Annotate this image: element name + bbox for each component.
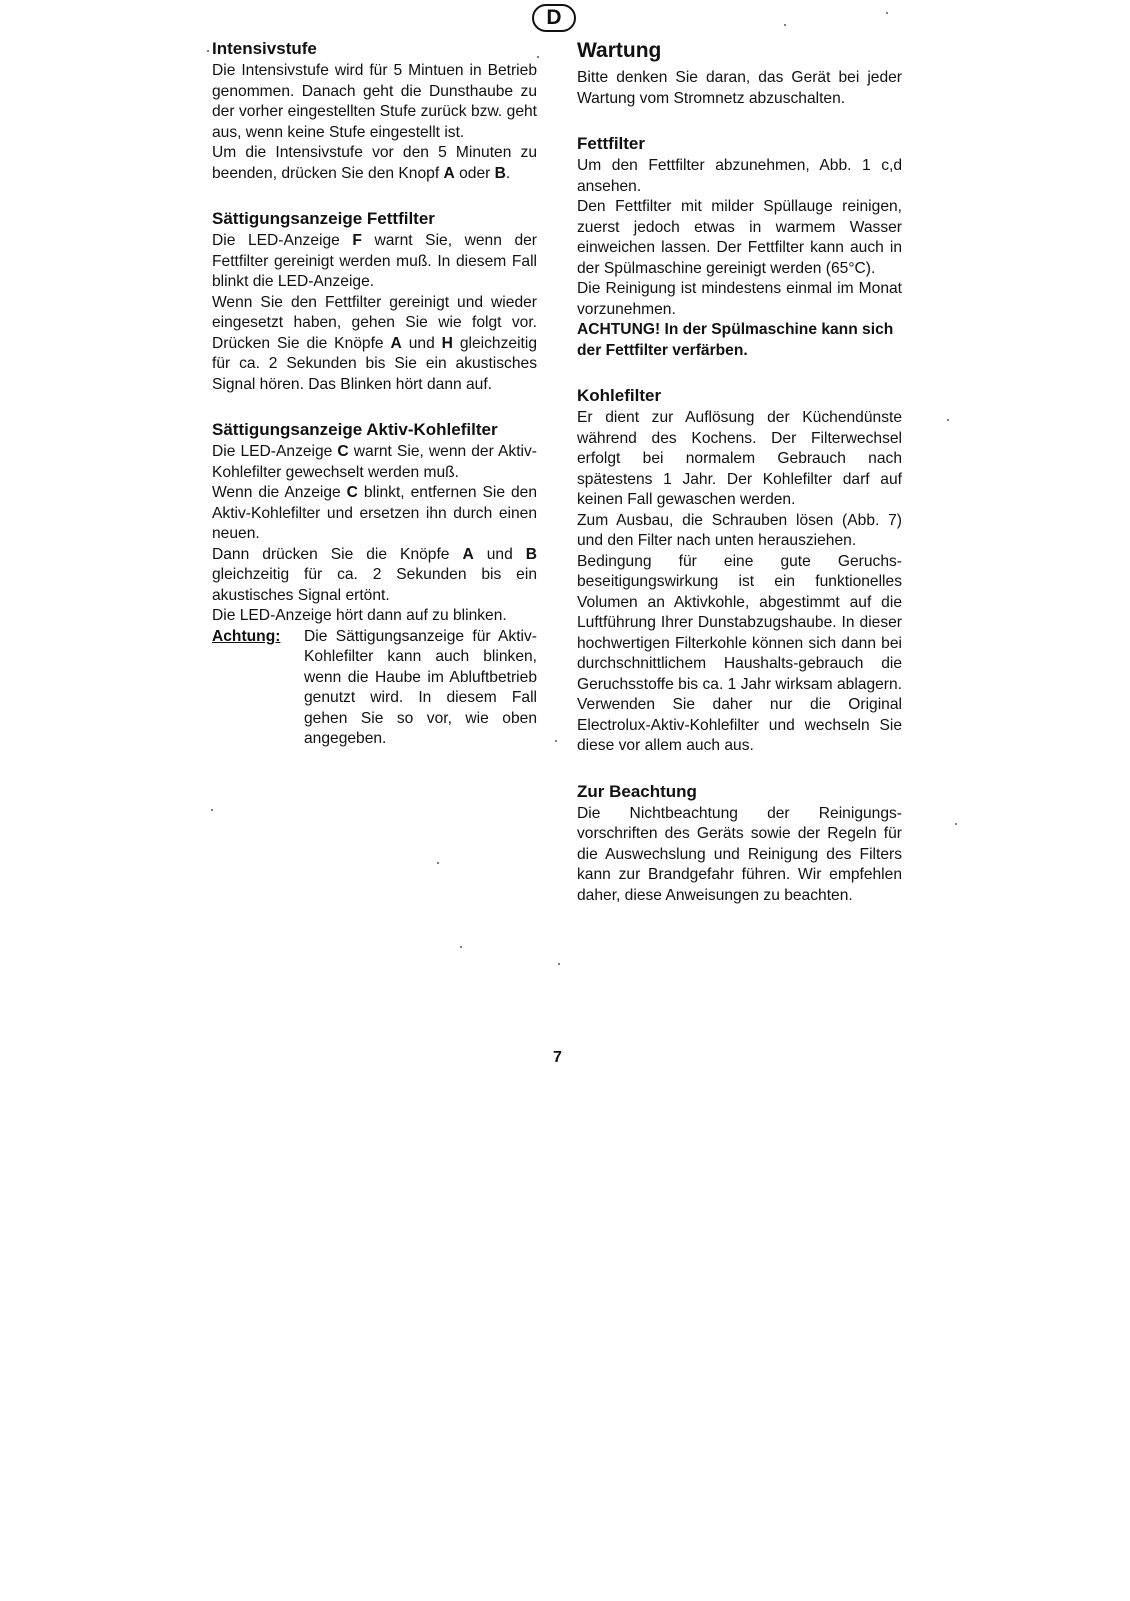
paragraph: Er dient zur Auflösung der Küchendünste während des Kochens. Der Filterwechsel erfolgt bei normalem Gebrauch nach spätestens 1 Jahr. Der Kohlefilter darf auf keinen Fall gewaschen werden. [577, 409, 902, 508]
page-number: 7 [553, 1049, 562, 1066]
paragraph: Die LED-Anzeige hört dann auf zu blinken. [212, 607, 507, 624]
scan-speck [784, 24, 786, 26]
section-title: Zur Beachtung [577, 781, 697, 801]
scan-speck [460, 946, 462, 948]
section-title: Fettfilter [577, 134, 645, 153]
scan-speck [211, 809, 213, 811]
section-fettfilter [577, 133, 902, 361]
section-title: Intensivstufe [212, 39, 317, 58]
main-title: Wartung [577, 39, 662, 62]
paragraph: Um den Fettfilter abzunehmen, Abb. 1 c,d ansehen. [577, 157, 902, 195]
paragraph: Wenn Sie den Fettfilter gereinigt und wieder eingesetzt haben, gehen Sie wie folgt vor. Drücken Sie die Knöpfe A und H gleichzeitig für ca. 2 Sekunden bis Sie ein akustisches Signal hören. Das Blinken hört dann auf. [212, 293, 538, 393]
note-text: Die Sättigungsanzeige für Aktiv-Kohlefilter kann auch blinken, wenn die Haube im Abluftbetrieb genutzt wird. In diesem Fall gehen Sie so vor, wie oben angegeben. [304, 627, 537, 747]
section-intensivstufe [212, 38, 537, 184]
paragraph: Die Reinigung ist mindestens einmal im Monat vorzunehmen. [577, 280, 902, 318]
paragraph: Zum Ausbau, die Schrauben lösen (Abb. 7) und den Filter nach unten herausziehen. [577, 511, 902, 549]
language-badge: D [532, 4, 576, 32]
paragraph: Dann drücken Sie die Knöpfe A und B gleichzeitig für ca. 2 Sekunden bis ein akustisches Signal ertönt. [212, 545, 537, 604]
section-title: Sättigungsanzeige Aktiv-Kohlefilter [212, 420, 498, 439]
scan-speck [437, 862, 439, 864]
section-saettigungsanzeige-fettfilter [212, 208, 537, 395]
scan-speck [558, 963, 560, 965]
section-saettigungsanzeige-aktiv-kohlefilter [212, 419, 537, 750]
section-zur-beachtung [577, 781, 902, 907]
paragraph: Wenn die Anzeige C blinkt, entfernen Sie den Aktiv-Kohlefilter und ersetzen ihn durch einen neuen. [212, 484, 537, 542]
paragraph: Um die Intensivstufe vor den 5 Minuten zu beenden, drücken Sie den Knopf A oder B. [212, 144, 537, 182]
paragraph: Die LED-Anzeige C warnt Sie, wenn der Aktiv-Kohlefilter gewechselt werden muß. [212, 443, 537, 481]
scan-speck [947, 419, 949, 421]
scan-speck [537, 56, 539, 58]
paragraph: Den Fettfilter mit milder Spüllauge reinigen, zuerst jedoch etwas in warmem Wasser einweichen lassen. Der Fettfilter kann auch in der Spülmaschine gereinigt werden (65°C). [577, 198, 902, 277]
right-column [577, 38, 902, 930]
warning-text: ACHTUNG! In der Spülmaschine kann sich der Fettfilter verfärben. [577, 321, 894, 359]
paragraph: Die LED-Anzeige F warnt Sie, wenn der Fettfilter gereinigt werden muß. In diesem Fall blinkt die LED-Anzeige. [212, 232, 537, 290]
scan-speck [886, 12, 888, 14]
note-block [212, 627, 537, 750]
section-title: Sättigungsanzeige Fettfilter [212, 209, 435, 228]
left-column [212, 38, 537, 774]
section-kohlefilter [577, 385, 902, 757]
section-wartung [577, 38, 902, 109]
paragraph: Die Nichtbeachtung der Reinigungs-vorschriften des Geräts sowie der Regeln für die Auswechslung und Reinigung des Filters kann zur Brandgefahr führen. Wir empfehlen daher, diese Anweisungen zu beachten. [577, 804, 902, 904]
paragraph: Bedingung für eine gute Geruchs-beseitigungswirkung ist ein funktionelles Volumen an Aktivkohle, abgestimmt auf die Luftführung Ihrer Dunstabzugshaube. In dieser hochwertigen Filterkohle können sich dann bei durchschnittlichem Haushalts-gebrauch die Geruchsstoffe bis ca. 1 Jahr wirksam ablagern. Verwenden Sie daher nur die Original Electrolux-Aktiv-Kohlefilter und wechseln Sie diese vor allem auch aus. [577, 552, 902, 754]
scan-speck [207, 50, 209, 52]
section-title: Kohlefilter [577, 386, 662, 405]
paragraph: Die Intensivstufe wird für 5 Mintuen in Betrieb genommen. Danach geht die Dunsthaube zu der vorher eingestellten Stufe zurück bzw. geht aus, wenn keine Stufe eingestellt ist. [212, 62, 537, 141]
paragraph: Bitte denken Sie daran, das Gerät bei jeder Wartung vom Stromnetz abzuschalten. [577, 69, 902, 107]
scan-speck [555, 740, 557, 742]
scan-speck [955, 823, 957, 825]
note-label: Achtung: [212, 627, 281, 645]
